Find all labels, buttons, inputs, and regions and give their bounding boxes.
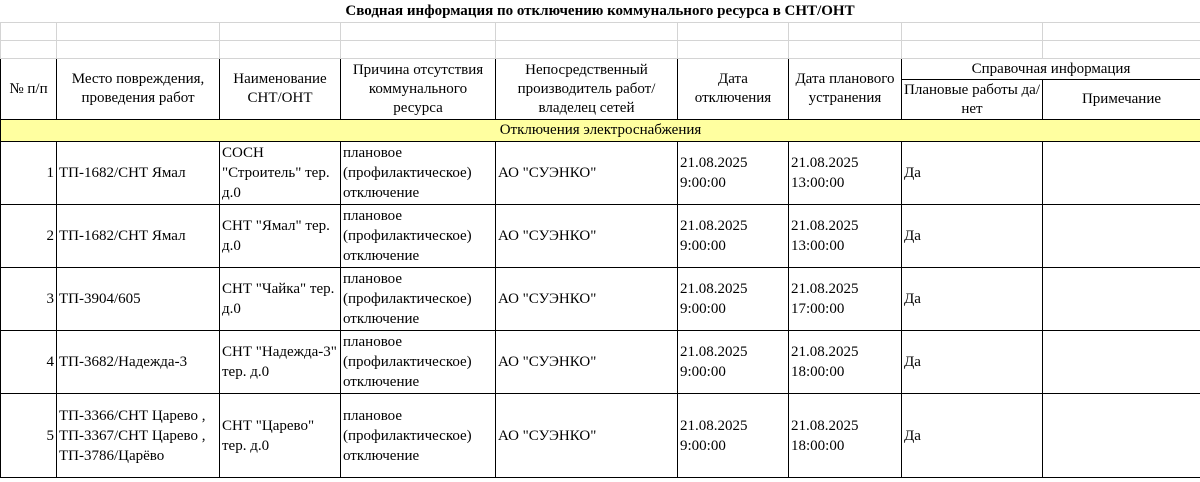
cell-num[interactable]: 4 [1, 331, 57, 394]
header-planned[interactable]: Плановые работы да/нет [902, 80, 1043, 120]
table-row [1, 205, 1200, 268]
header-ref-group[interactable]: Справочная информация [902, 59, 1200, 80]
cell-note[interactable] [1043, 142, 1200, 205]
cell-note[interactable] [1043, 394, 1200, 478]
cell-place[interactable]: ТП-3904/605 [57, 268, 220, 331]
cell-planned[interactable]: Да [902, 331, 1043, 394]
table-row [1, 142, 1200, 205]
cell-note[interactable] [1043, 268, 1200, 331]
cell-reason[interactable]: плановое (профилактическое) отключение [341, 142, 496, 205]
cell-date-fix[interactable]: 21.08.2025 13:00:00 [789, 205, 902, 268]
header-reason[interactable]: Причина отсутствия коммунального ресурса [341, 59, 496, 120]
cell-name[interactable]: СНТ "Чайка" тер. д.0 [220, 268, 341, 331]
cell-producer[interactable]: АО "СУЭНКО" [496, 205, 678, 268]
cell-date-off[interactable]: 21.08.2025 9:00:00 [678, 142, 789, 205]
cell-name[interactable]: СНТ "Надежда-3" тер. д.0 [220, 331, 341, 394]
cell-date-off[interactable]: 21.08.2025 9:00:00 [678, 205, 789, 268]
cell-name[interactable]: СОСН "Строитель" тер. д.0 [220, 142, 341, 205]
cell-date-fix[interactable]: 21.08.2025 17:00:00 [789, 268, 902, 331]
cell-reason[interactable]: плановое (профилактическое) отключение [341, 268, 496, 331]
cell-date-off[interactable]: 21.08.2025 9:00:00 [678, 394, 789, 478]
cell-date-fix[interactable]: 21.08.2025 18:00:00 [789, 331, 902, 394]
blank-row [1, 41, 1200, 59]
cell-planned[interactable]: Да [902, 394, 1043, 478]
table-row [1, 394, 1200, 478]
cell-planned[interactable]: Да [902, 205, 1043, 268]
cell-planned[interactable]: Да [902, 142, 1043, 205]
cell-date-off[interactable]: 21.08.2025 9:00:00 [678, 331, 789, 394]
cell-date-fix[interactable]: 21.08.2025 13:00:00 [789, 142, 902, 205]
cell-reason[interactable]: плановое (профилактическое) отключение [341, 331, 496, 394]
cell-place[interactable]: ТП-1682/СНТ Ямал [57, 205, 220, 268]
header-num[interactable]: № п/п [1, 59, 57, 120]
cell-name[interactable]: СНТ "Царево" тер. д.0 [220, 394, 341, 478]
header-name[interactable]: Наименование СНТ/ОНТ [220, 59, 341, 120]
cell-name[interactable]: СНТ "Ямал" тер. д.0 [220, 205, 341, 268]
cell-place[interactable]: ТП-3682/Надежда-3 [57, 331, 220, 394]
section-title[interactable]: Отключения электроснабжения [1, 120, 1200, 142]
cell-producer[interactable]: АО "СУЭНКО" [496, 268, 678, 331]
cell-num[interactable]: 1 [1, 142, 57, 205]
cell-place[interactable]: ТП-3366/СНТ Царево , ТП-3367/СНТ Царево , ТП-3786/Царёво [57, 394, 220, 478]
header-place[interactable]: Место повреждения, проведения работ [57, 59, 220, 120]
header-date-off[interactable]: Дата отключения [678, 59, 789, 120]
table-row [1, 331, 1200, 394]
cell-producer[interactable]: АО "СУЭНКО" [496, 394, 678, 478]
sheet-title: Сводная информация по отключению коммунального ресурса в СНТ/ОНТ [345, 3, 855, 19]
cell-date-off[interactable]: 21.08.2025 9:00:00 [678, 268, 789, 331]
cell-note[interactable] [1043, 205, 1200, 268]
header-note[interactable]: Примечание [1043, 80, 1200, 120]
cell-num[interactable]: 3 [1, 268, 57, 331]
header-date-fix[interactable]: Дата планового устранения [789, 59, 902, 120]
outage-table [0, 22, 1200, 478]
cell-reason[interactable]: плановое (профилактическое) отключение [341, 205, 496, 268]
cell-num[interactable]: 2 [1, 205, 57, 268]
blank-row [1, 23, 1200, 41]
cell-reason[interactable]: плановое (профилактическое) отключение [341, 394, 496, 478]
section-row [1, 120, 1200, 142]
cell-producer[interactable]: АО "СУЭНКО" [496, 142, 678, 205]
header-row [1, 59, 1200, 80]
cell-place[interactable]: ТП-1682/СНТ Ямал [57, 142, 220, 205]
header-producer[interactable]: Непосредственный производитель работ/ владелец сетей [496, 59, 678, 120]
cell-num[interactable]: 5 [1, 394, 57, 478]
cell-date-fix[interactable]: 21.08.2025 18:00:00 [789, 394, 902, 478]
cell-producer[interactable]: АО "СУЭНКО" [496, 331, 678, 394]
table-row [1, 268, 1200, 331]
cell-note[interactable] [1043, 331, 1200, 394]
cell-planned[interactable]: Да [902, 268, 1043, 331]
